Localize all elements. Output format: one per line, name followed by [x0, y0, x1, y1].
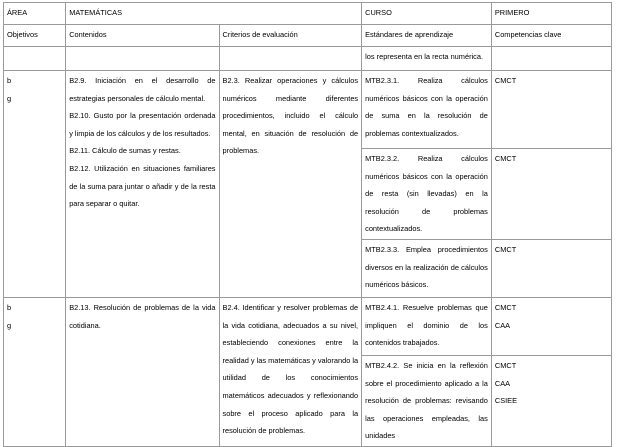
block2-criterio: B2.4. Identificar y resolver problemas de la vida cotidiana, adecuados a su nivel, estableciendo conexiones entre la realidad y las matemáticas y valorando la utilidad de los conocimientos matemáticos adecuados y reflexionando sobre el proceso aplicado para la resolución de problemas.: [219, 297, 362, 446]
standard-item: MTB2.4.2. Se inicia en la reflexión sobre el procedimiento aplicado a la resolución de problemas: revisando las operaciones empleadas, las unidades: [362, 355, 492, 446]
course-label: CURSO: [362, 3, 492, 25]
competencias-cell: [491, 149, 611, 240]
col-contenidos: Contenidos: [66, 25, 219, 47]
competencias-cell: [491, 355, 611, 446]
column-header-row: [4, 25, 612, 47]
col-estandares: Estándares de aprendizaje: [362, 25, 492, 47]
block1-row-1: [4, 71, 612, 149]
standard-item: MTB2.3.3. Emplea procedimientos diversos en la realización de cálculos numéricos básicos.: [362, 239, 492, 297]
block2-contenidos: [66, 297, 219, 446]
competencias-cell: [491, 297, 611, 355]
competencias-cell: [491, 71, 611, 149]
block1-objetivos: [4, 71, 66, 298]
block1-criterio: B2.3. Realizar operaciones y cálculos numéricos mediante diferentes procedimientos, incluido el cálculo mental, en situación de resolución de problemas.: [219, 71, 362, 298]
standard-item: MTB2.3.1. Realiza cálculos numéricos básicos con la operación de suma en la resolución de problemas contextualizados.: [362, 71, 492, 149]
area-label: ÁREA: [4, 3, 66, 25]
standard-item: MTB2.3.2. Realiza cálculos numéricos básicos con la operación de resta (sin llevadas) en la resolución de problemas contextualizados.: [362, 149, 492, 240]
competencia-badge: CSIEE: [494, 396, 518, 406]
objetivo-item: g: [7, 320, 12, 330]
competencia-badge: CMCT: [494, 76, 517, 85]
curriculum-table: [3, 2, 612, 447]
contenido-item: B2.12. Utilización en situaciones familiares de la suma para juntar o añadir y de la resta para separar o quitar.: [69, 163, 216, 209]
competencias-cell: [491, 239, 611, 297]
contenido-item: B2.10. Gusto por la presentación ordenada y limpia de los cálculos y de los resultados.: [69, 111, 216, 138]
standard-item: MTB2.4.1. Resuelve problemas que impliquen el dominio de los contenidos trabajados.: [362, 297, 492, 355]
col-objetivos: Objetivos: [4, 25, 66, 47]
block2-objetivos: [4, 297, 66, 446]
competencia-badge: CMCT: [494, 244, 517, 254]
col-competencias: Competencias clave: [491, 25, 611, 47]
block1-contenidos: [66, 71, 219, 298]
competencia-badge: CAA: [494, 320, 511, 330]
continued-standard: los representa en la recta numérica.: [362, 47, 492, 71]
subject-name: MATEMÁTICAS: [66, 3, 362, 25]
competencia-badge: CMCT: [494, 154, 517, 163]
contenido-item: B2.11. Cálculo de sumas y restas.: [69, 146, 181, 156]
competencia-badge: CMCT: [494, 360, 517, 370]
continuation-row: [4, 47, 612, 71]
competencia-badge: CMCT: [494, 302, 517, 312]
competencia-badge: CAA: [494, 378, 511, 388]
objetivo-item: b: [7, 76, 12, 85]
header-row: [4, 3, 612, 25]
col-criterios: Criterios de evaluación: [219, 25, 362, 47]
contenido-item: B2.13. Resolución de problemas de la vida cotidiana.: [69, 302, 216, 330]
contenido-item: B2.9. Iniciación en el desarrollo de estrategias personales de cálculo mental.: [69, 76, 216, 103]
block2-row-1: [4, 297, 612, 355]
course-value: PRIMERO: [491, 3, 611, 25]
objetivo-item: b: [7, 302, 12, 312]
objetivo-item: g: [7, 93, 12, 103]
